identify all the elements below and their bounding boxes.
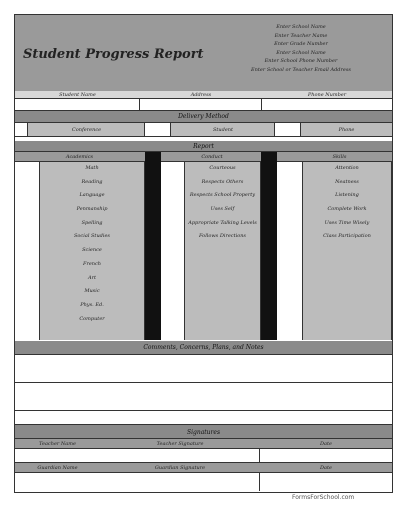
phone-option xyxy=(301,123,392,136)
report-item xyxy=(303,272,392,286)
report-item: Courteous xyxy=(185,162,261,176)
report-item xyxy=(303,285,392,299)
comments-line[interactable] xyxy=(15,355,392,383)
grade-box[interactable] xyxy=(15,272,40,286)
address-field[interactable] xyxy=(140,99,262,111)
grade-box[interactable] xyxy=(277,258,303,272)
conference-option xyxy=(28,123,145,136)
teacher-labels-row xyxy=(15,439,392,449)
skills-column-header: Skills xyxy=(332,154,347,160)
grade-box[interactable] xyxy=(277,189,303,203)
grade-box[interactable] xyxy=(15,258,40,272)
grade-box[interactable] xyxy=(161,189,185,203)
report-columns-row xyxy=(15,152,392,162)
guardian-date-field[interactable] xyxy=(260,473,392,491)
conference-checkbox[interactable] xyxy=(15,123,28,136)
teacher-name-field[interactable] xyxy=(15,449,100,463)
report-item: Art xyxy=(40,272,145,286)
column-divider xyxy=(261,152,277,340)
grade-box[interactable] xyxy=(277,313,303,327)
report-item: Reading xyxy=(40,176,145,190)
report-item: Class Participation xyxy=(303,230,392,244)
student-name-label: Student Name xyxy=(59,92,96,98)
footer-text: FormsForSchool.com xyxy=(292,494,355,501)
teacher-signature-label: Teacher Signature xyxy=(156,441,204,447)
guardian-name-label: Guardian Name xyxy=(37,465,78,471)
report-item xyxy=(185,258,261,272)
report-item: Respects Others xyxy=(185,176,261,190)
report-item: Spelling xyxy=(40,217,145,231)
grade-box[interactable] xyxy=(277,230,303,244)
grade-box[interactable] xyxy=(161,258,185,272)
column-divider xyxy=(145,152,161,340)
student-labels-row xyxy=(15,91,392,99)
guardian-sign-row xyxy=(15,473,392,491)
grade-box[interactable] xyxy=(15,326,40,340)
teacher-name-label: Teacher Name xyxy=(39,441,76,447)
teacher-date-label: Date xyxy=(320,441,332,447)
info-line[interactable]: Enter Grade Number xyxy=(274,41,328,47)
form-header xyxy=(15,15,392,92)
delivery-row xyxy=(15,123,392,137)
comments-line[interactable] xyxy=(15,383,392,411)
grade-box[interactable] xyxy=(277,217,303,231)
phone-field[interactable] xyxy=(262,99,392,111)
comments-heading: Comments, Concerns, Plans, and Notes xyxy=(15,341,392,355)
grade-box[interactable] xyxy=(277,285,303,299)
address-label: Address xyxy=(190,92,212,98)
guardian-signature-label: Guardian Signature xyxy=(154,465,206,471)
report-item: Uses Time Wisely xyxy=(303,217,392,231)
grade-box[interactable] xyxy=(161,244,185,258)
signatures-heading: Signatures xyxy=(15,425,392,439)
guardian-date-label: Date xyxy=(320,465,332,471)
delivery-heading: Delivery Method xyxy=(15,111,392,123)
teacher-signature-field[interactable] xyxy=(100,449,260,463)
grade-box[interactable] xyxy=(161,217,185,231)
grade-box[interactable] xyxy=(15,203,40,217)
guardian-signature-field[interactable] xyxy=(100,473,260,491)
grade-box[interactable] xyxy=(277,244,303,258)
grade-box[interactable] xyxy=(161,299,185,313)
info-line[interactable]: Enter School or Teacher Email Address xyxy=(251,66,351,73)
report-item: French xyxy=(40,258,145,272)
report-item: Respects School Property xyxy=(185,189,261,203)
report-item: Phys. Ed. xyxy=(40,299,145,313)
student-input-row xyxy=(15,99,392,111)
report-item xyxy=(303,258,392,272)
info-line[interactable]: Enter School Name xyxy=(276,49,326,56)
grade-box[interactable] xyxy=(277,203,303,217)
report-item: Language xyxy=(40,189,145,203)
grade-box[interactable] xyxy=(277,299,303,313)
info-line[interactable]: Enter Teacher Name xyxy=(274,32,328,39)
report-item xyxy=(185,326,261,340)
report-item: Neatness xyxy=(303,176,392,190)
phone-option-label: Phone xyxy=(338,127,355,133)
report-item: Computer xyxy=(40,313,145,327)
report-heading: Report xyxy=(15,141,392,152)
grade-box[interactable] xyxy=(15,162,40,176)
report-item: Attention xyxy=(303,162,392,176)
report-item xyxy=(303,326,392,340)
grade-box[interactable] xyxy=(15,299,40,313)
conference-label: Conference xyxy=(71,127,102,133)
grade-box[interactable] xyxy=(15,189,40,203)
grade-box[interactable] xyxy=(277,162,303,176)
grade-box[interactable] xyxy=(161,176,185,190)
report-item: Appropriate Talking Levels xyxy=(185,217,261,231)
report-item xyxy=(185,313,261,327)
report-item xyxy=(303,313,392,327)
teacher-sign-row xyxy=(15,449,392,463)
grade-box[interactable] xyxy=(161,285,185,299)
form-title: Student Progress Report xyxy=(23,47,204,62)
grade-box[interactable] xyxy=(161,313,185,327)
report-grid xyxy=(15,162,392,340)
comments-line[interactable] xyxy=(15,411,392,425)
report-item xyxy=(185,299,261,313)
student-name-field[interactable] xyxy=(15,99,140,111)
grade-box[interactable] xyxy=(161,203,185,217)
report-item: Math xyxy=(40,162,145,176)
grade-box[interactable] xyxy=(161,162,185,176)
grade-box[interactable] xyxy=(15,176,40,190)
phone-checkbox[interactable] xyxy=(275,123,301,136)
grade-box[interactable] xyxy=(161,272,185,286)
report-item xyxy=(185,285,261,299)
grade-box[interactable] xyxy=(15,217,40,231)
grade-box[interactable] xyxy=(15,313,40,327)
school-info xyxy=(221,23,381,74)
grade-box[interactable] xyxy=(161,230,185,244)
report-item xyxy=(40,326,145,340)
report-item xyxy=(303,299,392,313)
student-label: Student xyxy=(212,127,234,133)
info-line[interactable]: Enter School Name xyxy=(276,24,326,30)
report-item: Social Studies xyxy=(40,230,145,244)
grade-box[interactable] xyxy=(277,176,303,190)
report-item xyxy=(303,244,392,258)
report-item: Music xyxy=(40,285,145,299)
report-item: Listening xyxy=(303,189,392,203)
grade-box[interactable] xyxy=(161,326,185,340)
teacher-date-field[interactable] xyxy=(260,449,392,463)
grade-box[interactable] xyxy=(277,272,303,286)
report-item xyxy=(185,244,261,258)
report-item: Penmanship xyxy=(40,203,145,217)
grade-box[interactable] xyxy=(15,285,40,299)
guardian-name-field[interactable] xyxy=(15,473,100,491)
guardian-labels-row xyxy=(15,463,392,473)
report-item: Complete Work xyxy=(303,203,392,217)
grade-box[interactable] xyxy=(15,230,40,244)
academics-column-header: Academics xyxy=(65,154,94,160)
grade-box[interactable] xyxy=(277,326,303,340)
info-line[interactable]: Enter School Phone Number xyxy=(264,58,338,64)
report-form xyxy=(14,14,393,493)
conduct-column-header: Conduct xyxy=(201,154,223,160)
report-item: Science xyxy=(40,244,145,258)
report-item: Uses Self xyxy=(185,203,261,217)
student-option xyxy=(171,123,275,136)
report-item xyxy=(185,272,261,286)
report-item: Follows Directions xyxy=(185,230,261,244)
student-checkbox[interactable] xyxy=(145,123,171,136)
phone-label: Phone Number xyxy=(307,92,347,98)
grade-box[interactable] xyxy=(15,244,40,258)
